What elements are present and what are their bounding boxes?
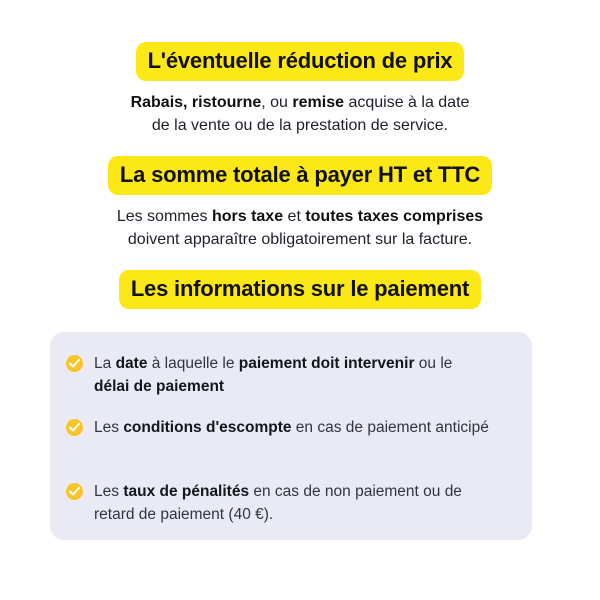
text: ou le [414,355,453,372]
heading-payment-info: Les informations sur le paiement [119,270,481,309]
text: en cas de paiement anticipé [291,419,489,436]
heading-total-amount: La somme totale à payer HT et TTC [108,156,492,195]
bold-ttc: toutes taxes comprises [305,208,484,225]
check-icon [66,355,83,372]
text: , ou [261,94,293,111]
check-icon [66,419,83,436]
heading-price-reduction: L'éventuelle réduction de prix [136,42,465,81]
section-total-amount [0,156,600,251]
bold: conditions d'escompte [123,419,292,436]
payment-info-card [50,332,532,540]
item-text [94,480,499,526]
bold: délai de paiement [94,378,225,395]
check-icon [66,483,83,500]
bold: taux de pénalités [123,483,250,500]
bold: paiement doit intervenir [238,355,415,372]
paragraph-total-amount [0,205,600,251]
text: La [94,355,116,372]
item-text [94,352,514,398]
section-price-reduction [0,42,600,137]
bold-hors-taxe: hors taxe [211,208,284,225]
text-line: doivent apparaître obligatoirement sur la facture. [127,231,473,248]
item-text [94,416,494,439]
bold-rebates: Rabais, ristourne [130,94,262,111]
paragraph-price-reduction [0,91,600,137]
bold-remise: remise [292,94,344,111]
text-line: de la vente ou de la prestation de service. [151,117,449,134]
section-payment-info [0,270,600,309]
text: et [283,208,306,225]
bold: date [115,355,148,372]
text: Les [94,419,124,436]
text: acquise à la date [344,94,470,111]
text: à laquelle le [147,355,239,372]
text: Les [94,483,124,500]
text: en cas de non paiement ou de retard de paiement (40 €). [94,483,462,523]
text: Les sommes [116,208,212,225]
